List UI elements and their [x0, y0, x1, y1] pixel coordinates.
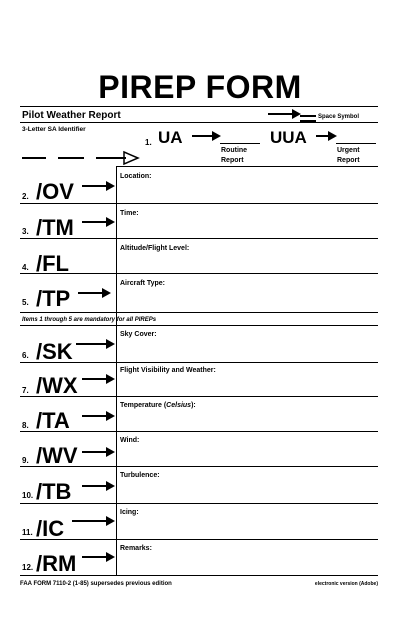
row-code: /FL [36, 251, 69, 276]
item-1-number: 1. [145, 138, 152, 147]
urgent-label-2: Report [337, 157, 360, 164]
row-code: /TM [36, 215, 74, 240]
field-label-italic: Celsius [166, 402, 192, 409]
sa-identifier-label: 3-Letter SA Identifier [22, 126, 86, 133]
row-rule-5 [20, 325, 378, 326]
row-number: 5. [22, 298, 29, 307]
row-code: /RM [36, 551, 77, 576]
row-arrow-icon [82, 180, 116, 192]
routine-blank[interactable] [220, 143, 260, 144]
row-code: /IC [36, 516, 65, 541]
row-rule-6 [20, 362, 378, 363]
field-label: Location: [120, 173, 152, 180]
row-arrow-icon [82, 216, 116, 228]
row-arrow-icon [76, 338, 116, 350]
field-label: Icing: [120, 509, 139, 516]
row-number: 9. [22, 456, 29, 465]
row-arrow-icon [82, 373, 116, 385]
row-rule-0 [116, 166, 378, 167]
row-arrow-icon [72, 515, 116, 527]
field-label: Altitude/Flight Level: [120, 245, 190, 252]
field-label: Aircraft Type: [120, 280, 165, 287]
form-subtitle: Pilot Weather Report [22, 110, 121, 121]
row-rule-8 [20, 431, 378, 432]
row-number: 12. [22, 563, 34, 572]
urgent-blank[interactable] [336, 143, 376, 144]
row-number: 11. [22, 528, 33, 537]
space-symbol-arrow-icon [268, 108, 302, 120]
row-rule-10 [20, 503, 378, 504]
space-symbol-label: Space Symbol [318, 114, 360, 120]
footer-version: electronic version (Adobe) [314, 581, 378, 587]
field-label: Remarks: [120, 545, 152, 552]
row-number: 10. [22, 491, 34, 500]
routine-label-2: Report [221, 157, 244, 164]
row-rule-11 [20, 539, 378, 540]
ua-arrow-icon [192, 130, 222, 142]
row-number: 4. [22, 263, 29, 272]
sa-blank-2[interactable] [58, 157, 84, 159]
row-code: /TB [36, 479, 72, 504]
row-code: /WX [36, 373, 78, 398]
ua-code: UA [158, 128, 183, 147]
field-label: Time: [120, 210, 139, 217]
field-label-main: Temperature ( [120, 402, 167, 409]
row-arrow-icon [82, 480, 116, 492]
row-number: 6. [22, 351, 29, 360]
field-label: Wind: [120, 437, 140, 444]
grid-divider [116, 166, 117, 576]
row-arrow-icon [82, 410, 116, 422]
sa-arrow-icon [120, 152, 142, 164]
row-arrow-icon [82, 551, 116, 563]
routine-label-1: Routine [221, 147, 248, 154]
field-label [120, 401, 196, 410]
field-label: Sky Cover: [120, 331, 157, 338]
subtitle-rule [20, 122, 378, 123]
field-label: Turbulence: [120, 472, 160, 479]
row-code: /OV [36, 179, 74, 204]
row-rule-4 [20, 312, 378, 313]
form-title: PIREP FORM [98, 69, 302, 105]
row-code: /TA [36, 408, 70, 433]
urgent-label-1: Urgent [337, 147, 360, 154]
footer-form-number: FAA FORM 7110-2 (1-85) supersedes previous edition [20, 581, 172, 587]
row-number: 7. [22, 386, 29, 395]
row-code: /WV [36, 443, 78, 468]
row-number: 2. [22, 192, 29, 201]
field-label-end: ): [191, 402, 196, 409]
row-arrow-icon [78, 287, 112, 299]
field-label: Flight Visibility and Weather: [120, 367, 216, 374]
sa-blank-1[interactable] [22, 157, 46, 159]
row-arrow-icon [82, 446, 116, 458]
row-code: /TP [36, 286, 71, 311]
row-number: 8. [22, 421, 29, 430]
uua-arrow-icon [316, 130, 338, 142]
row-code: /SK [36, 339, 73, 364]
title-rule [20, 106, 378, 107]
uua-code: UUA [270, 128, 307, 147]
mandatory-note: Items 1 through 5 are mandatory for all PIREPs [22, 317, 157, 323]
row-number: 3. [22, 227, 29, 236]
row-rule-3 [20, 273, 378, 274]
